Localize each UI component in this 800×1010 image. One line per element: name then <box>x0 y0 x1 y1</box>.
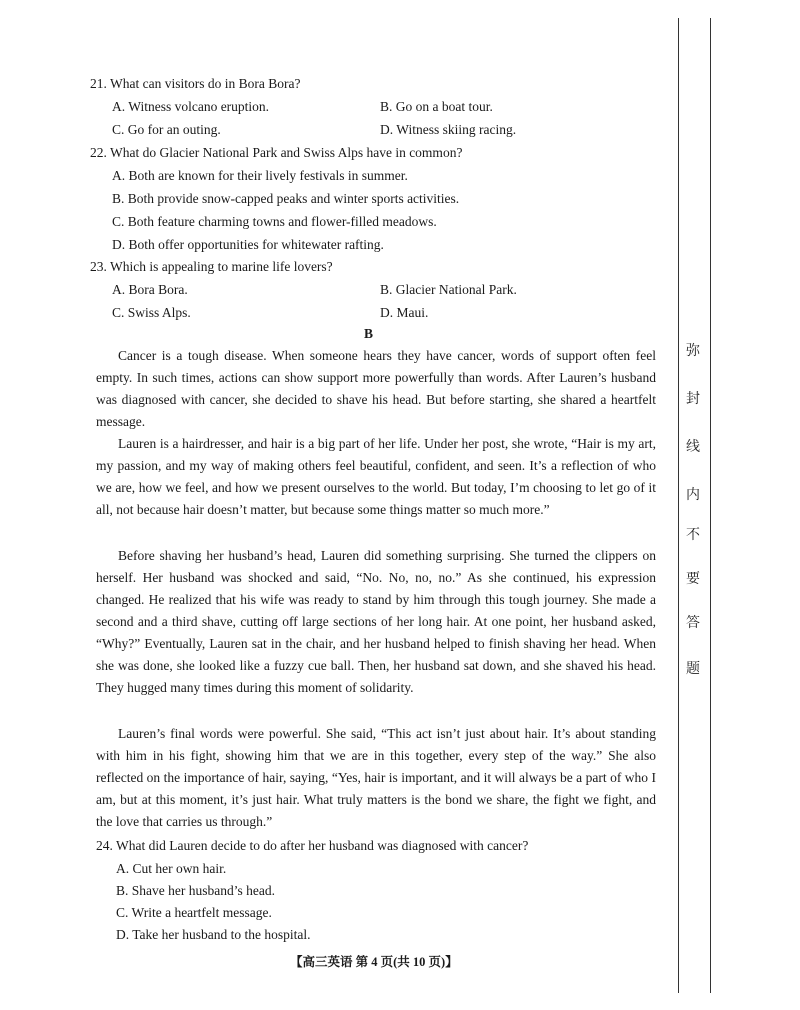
margin-char-4: 内 <box>686 487 700 503</box>
margin-char-8: 题 <box>686 661 700 677</box>
q23-option-b: B. Glacier National Park. <box>380 282 517 297</box>
passage-paragraph-2: Lauren is a hairdresser, and hair is a big part of her life. Under her post, she wrote, “Hair is my art, my passion, and my way of making others feel beautiful, confident, and seen. It’s a reflection of who we are, how we feel, and how we present ourselves to the world. But today, I’m choosing to let go of it all, not because hair doesn’t matter, but because some things matter so much more.” <box>96 436 656 517</box>
q22-stem: 22. What do Glacier National Park and Swiss Alps have in common? <box>90 145 463 160</box>
section-b-title: B <box>364 326 374 341</box>
q24-option-c: C. Write a heartfelt message. <box>116 905 272 920</box>
q21-option-d: D. Witness skiing racing. <box>380 122 517 137</box>
margin-char-7: 答 <box>686 615 700 631</box>
page-footer: 【高三英语 第 4 页(共 10 页)】 <box>290 955 458 969</box>
margin-char-6: 要 <box>686 571 700 587</box>
binding-line-right <box>710 18 711 993</box>
q21-stem: 21. What can visitors do in Bora Bora? <box>90 76 301 91</box>
q23-option-c: C. Swiss Alps. <box>112 305 191 320</box>
q22-option-a: A. Both are known for their lively festivals in summer. <box>112 168 408 183</box>
margin-char-5: 不 <box>686 527 700 543</box>
passage-paragraph-1: Cancer is a tough disease. When someone hears they have cancer, words of support often feel empty. In such times, actions can show support more powerfully than words. After Lauren’s husband was diagnosed with cancer, she decided to shave his head. But before starting, she shared a heartfelt message. <box>96 348 656 429</box>
q24-stem: 24. What did Lauren decide to do after her husband was diagnosed with cancer? <box>96 838 529 853</box>
passage-paragraph-3: Before shaving her husband’s head, Lauren did something surprising. She turned the clippers on herself. Her husband was shocked and said, “No. No, no, no.” As she continued, his expression changed. He realized that his wife was ready to stand by him through this tough journey. She made a second and a third shave, cutting off large sections of her long hair. At one point, her husband asked, “Why?” Eventually, Lauren sat in the chair, and her husband helped to finish shaving her head. When she was done, she looked like a fuzzy cue ball. Then, her husband sat down, and she shaved his head. They hugged many times during this moment of solidarity. <box>96 548 656 695</box>
q22-option-c: C. Both feature charming towns and flower-filled meadows. <box>112 214 437 229</box>
margin-char-2: 封 <box>686 391 700 407</box>
q23-option-d: D. Maui. <box>380 305 429 320</box>
q24-option-a: A. Cut her own hair. <box>116 861 227 876</box>
q24-option-b: B. Shave her husband’s head. <box>116 883 275 898</box>
margin-char-1: 弥 <box>686 343 700 359</box>
passage-paragraph-4: Lauren’s final words were powerful. She said, “This act isn’t just about hair. It’s about standing with him in his fight, showing him that we are in this together, every step of the way.” She also reflected on the importance of hair, saying, “Yes, hair is important, and it will always be a part of who I am, but at this moment, it’s just hair. What truly matters is the bond we share, the fight we fight, and the love that carries us through.” <box>96 726 656 829</box>
q21-option-a: A. Witness volcano eruption. <box>112 99 270 114</box>
margin-char-3: 线 <box>686 439 700 455</box>
q21-option-b: B. Go on a boat tour. <box>380 99 493 114</box>
q22-option-d: D. Both offer opportunities for whitewater rafting. <box>112 237 384 252</box>
q23-option-a: A. Bora Bora. <box>112 282 188 297</box>
q22-option-b: B. Both provide snow-capped peaks and winter sports activities. <box>112 191 460 206</box>
q21-option-c: C. Go for an outing. <box>112 122 221 137</box>
q23-stem: 23. Which is appealing to marine life lovers? <box>90 259 333 274</box>
q24-option-d: D. Take her husband to the hospital. <box>116 927 311 942</box>
binding-line-left <box>678 18 679 993</box>
